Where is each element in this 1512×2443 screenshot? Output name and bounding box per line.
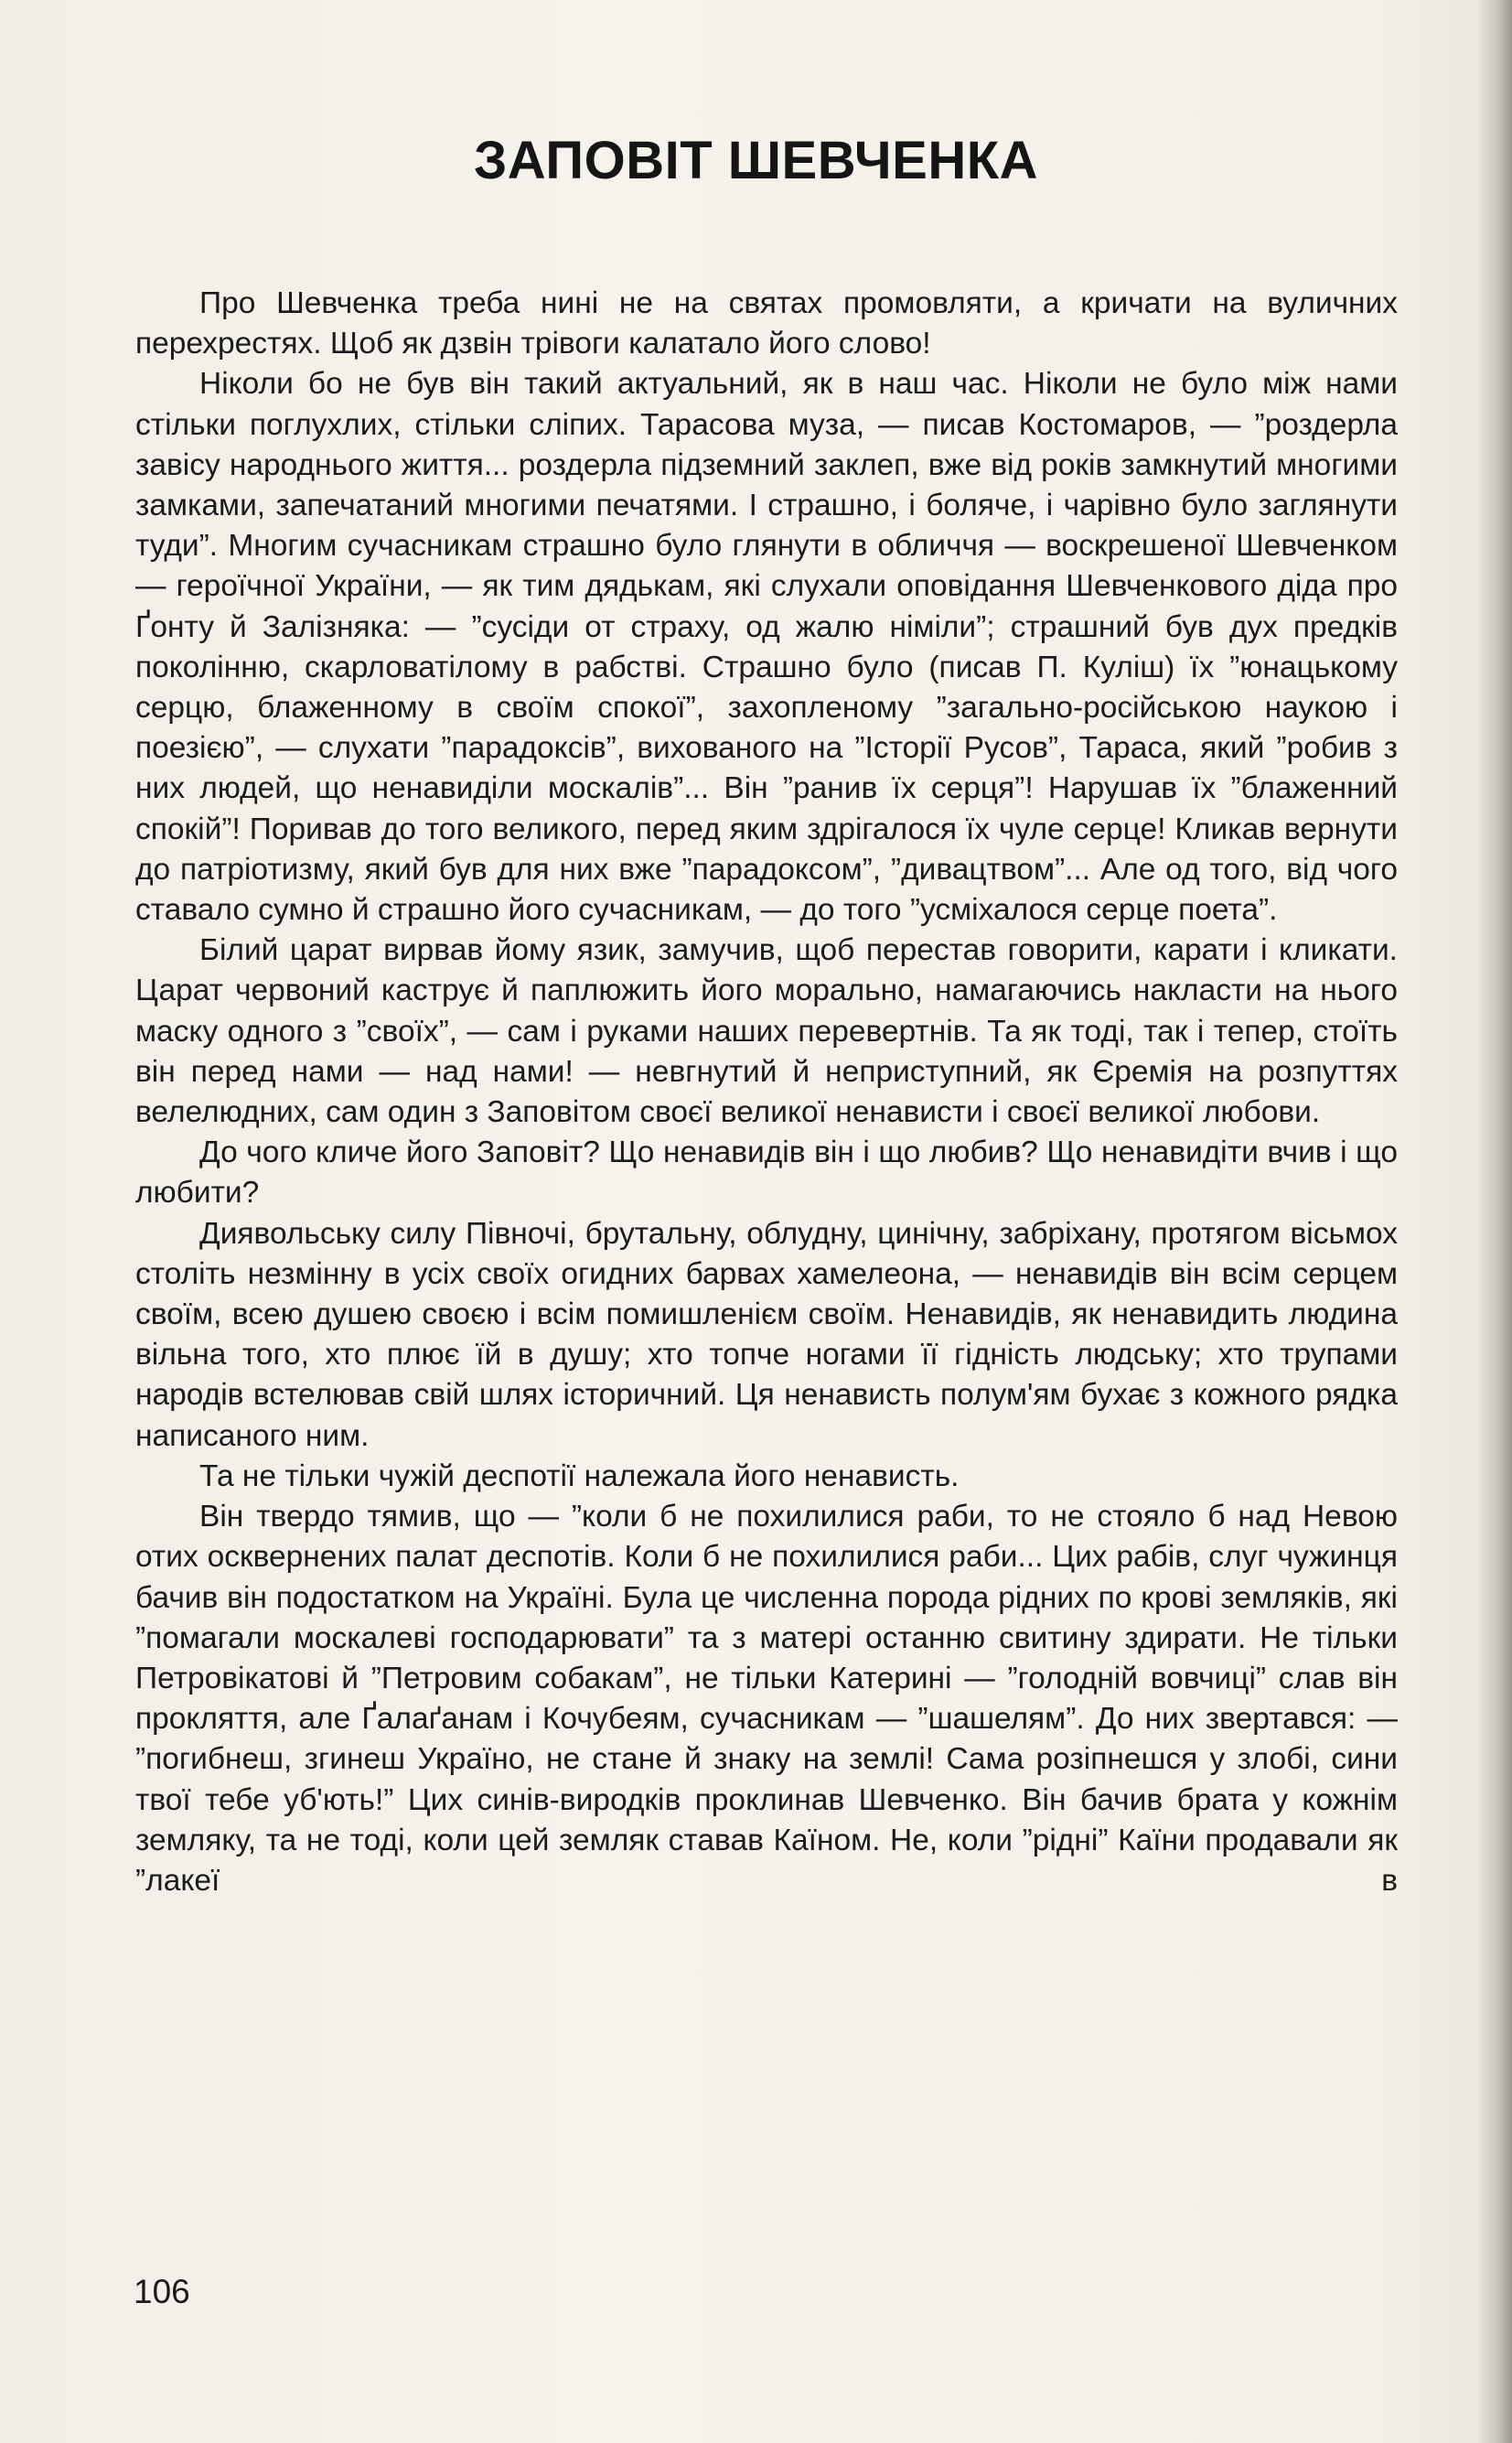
page-spine-shadow [1477, 0, 1512, 2443]
paragraph: Диявольську силу Півночі, брутальну, облудну, цинічну, забріхану, протягом вісьмох століть незмінну в усіх своїх огидних барвах хамелеона, — ненавидів він всім серцем своїм, всею душею своєю і всім помишленієм своїм. Ненавидів, як ненавидить людина вільна того, хто плює їй в душу; хто топче ногами її гідність людську; хто трупами народів встелював свій шлях історичний. Ця ненависть полум'ям бухає з кожного рядка написаного ним. [135, 1216, 1398, 1453]
paragraph: Ніколи бо не був він такий актуальний, як в наш час. Ніколи не було між нами стільки поглухлих, стільки сліпих. Тарасова муза, — писав Костомаров, — ”роздерла завісу народнього життя... роздерла підземний заклеп, вже від років замкнутий многими замками, запечатаний многими печатями. І страшно, і боляче, і чарівно було заглянути туди”. Многим сучасникам страшно було глянути в обличчя — воскрешеної Шевченком — героїчної України, — як тим дядькам, які слухали оповідання Шевченкового діда про Ґонту й Залізняка: — ”сусіди от страху, од жалю німіли”; страшний був дух предків поколінню, скарловатілому в рабстві. Страшно було (писав П. Куліш) їх ”юнацькому серцю, блаженному в своїм спокої”, захопленому ”загально-російською наукою і поезією”, — слухати ”парадоксів”, вихованого на ”Історії Русов”, Тараса, який ”робив з них людей, що ненавиділи москалів”... Він ”ранив їх серця”! Нарушав їх ”блаженний спокій”! Поривав до того великого, перед яким здрігалося їх чуле серце! Кликав вернути до патріотизму, який був для них вже ”парадоксом”, ”дивацтвом”... Але од того, від чого ставало сумно й страшно його сучасникам, — до того ”усміхалося серце поета”. [135, 367, 1398, 928]
page-title: ЗАПОВІТ ШЕВЧЕНКА [473, 131, 1039, 190]
page-number: 106 [134, 2273, 190, 2310]
article-body [135, 284, 1398, 1901]
paragraph: До чого кличе його Заповіт? Що ненавидів він і що любив? Що ненавидіти вчив і що любити? [135, 1135, 1398, 1211]
paragraph: Білий царат вирвав йому язик, замучив, щоб перестав говорити, карати і кликати. Царат червоний каструє й паплюжить його морально, намагаючись накласти на нього маску одного з ”своїх”, — сам і руками наших перевертнів. Та як тоді, так і тепер, стоїть він перед нами — над нами! — невгнутий й неприступний, як Єремія на розпуттях велелюдних, сам один з Заповітом своєї великої ненависти і своєї великої любови. [135, 933, 1398, 1130]
paragraph: Та не тільки чужій деспотії належала його ненависть. [199, 1458, 960, 1493]
paragraph: Про Шевченка треба нині не на святах промовляти, а кричати на вуличних перехрестях. Щоб як дзвін трівоги калатало його слово! [135, 286, 1398, 361]
paragraph: Він твердо тямив, що — ”коли б не похилилися раби, то не стояло б над Невою отих осквернених палат деспотів. Коли б не похилилися раби... Цих рабів, слуг чужинця бачив він подостатком на Україні. Була це численна порода рідних по крові земляків, які ”помагали москалеві господарювати” та з матері останню свитину здирати. Не тільки Петровікатові й ”Петровим собакам”, не тільки Катерині — ”голодній вовчиці” слав він прокляття, але Ґалаґанам і Кочубеям, сучасникам — ”шашелям”. До них звертався: — ”погибнеш, згинеш Україно, не стане й знаку на землі! Сама розіпнешся у злобі, сини твої тебе уб'ють!” Цих синів-виродків проклинав Шевченко. Він бачив брата у кожнім земляку, та не тоді, коли цей земляк ставав Каїном. Не, коли ”рідні” Каїни продавали як ”лакеї в [135, 1500, 1398, 1898]
